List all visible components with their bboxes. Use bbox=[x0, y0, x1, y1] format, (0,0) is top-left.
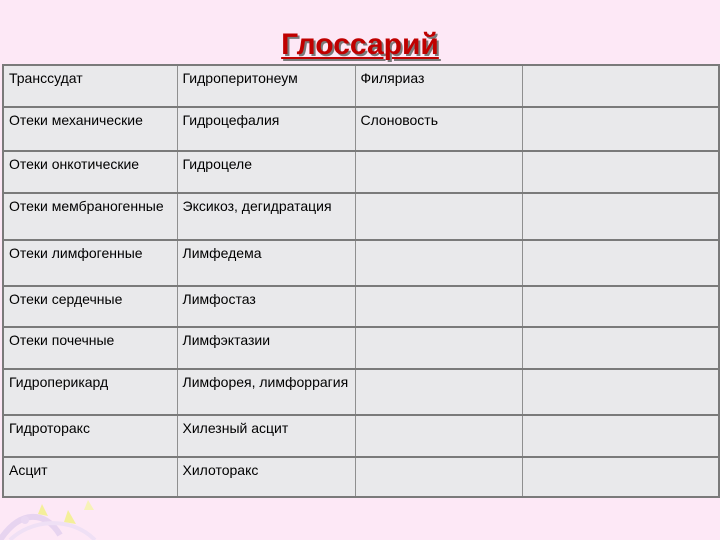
table-cell bbox=[355, 327, 522, 369]
table-cell bbox=[522, 415, 719, 457]
table-row bbox=[3, 107, 719, 151]
table-row bbox=[3, 65, 719, 107]
table-cell: Гидроторакс bbox=[3, 415, 177, 457]
table-row bbox=[3, 193, 719, 240]
table-cell bbox=[522, 65, 719, 107]
table-cell bbox=[355, 369, 522, 415]
table-row bbox=[3, 457, 719, 497]
table-cell: Асцит bbox=[3, 457, 177, 497]
table-cell bbox=[355, 193, 522, 240]
table-cell: Эксикоз, дегидратация bbox=[177, 193, 355, 240]
table-cell: Отеки почечные bbox=[3, 327, 177, 369]
table-cell: Филяриаз bbox=[355, 65, 522, 107]
table-row bbox=[3, 240, 719, 286]
table-cell bbox=[522, 193, 719, 240]
table-cell: Лимфорея, лимфоррагия bbox=[177, 369, 355, 415]
table-row bbox=[3, 286, 719, 327]
table-cell bbox=[522, 369, 719, 415]
page-title: Глоссарий bbox=[281, 28, 439, 61]
table-cell bbox=[355, 457, 522, 497]
table-cell: Хилоторакс bbox=[177, 457, 355, 497]
table-cell bbox=[522, 151, 719, 193]
table-cell: Лимфедема bbox=[177, 240, 355, 286]
table-cell: Хилезный асцит bbox=[177, 415, 355, 457]
table-cell: Отеки онкотические bbox=[3, 151, 177, 193]
table-cell: Отеки сердечные bbox=[3, 286, 177, 327]
table-cell: Транссудат bbox=[3, 65, 177, 107]
table-cell: Отеки механические bbox=[3, 107, 177, 151]
table-cell: Гидроцеле bbox=[177, 151, 355, 193]
table-cell: Отеки лимфогенные bbox=[3, 240, 177, 286]
table-cell: Слоновость bbox=[355, 107, 522, 151]
table-cell bbox=[355, 151, 522, 193]
table-cell bbox=[522, 240, 719, 286]
table-row bbox=[3, 415, 719, 457]
table-cell: Лимфэктазии bbox=[177, 327, 355, 369]
table-cell: Лимфостаз bbox=[177, 286, 355, 327]
table-cell bbox=[355, 286, 522, 327]
table-cell: Гидроперикард bbox=[3, 369, 177, 415]
table-cell: Гидроцефалия bbox=[177, 107, 355, 151]
table-cell: Гидроперитонеум bbox=[177, 65, 355, 107]
table-cell bbox=[355, 415, 522, 457]
table-cell bbox=[522, 327, 719, 369]
table-row bbox=[3, 151, 719, 193]
table-cell bbox=[355, 240, 522, 286]
table-row bbox=[3, 327, 719, 369]
table-cell bbox=[522, 457, 719, 497]
table-cell bbox=[522, 286, 719, 327]
table-cell bbox=[522, 107, 719, 151]
table-cell: Отеки мембраногенные bbox=[3, 193, 177, 240]
table-row bbox=[3, 369, 719, 415]
glossary-table bbox=[2, 64, 720, 498]
